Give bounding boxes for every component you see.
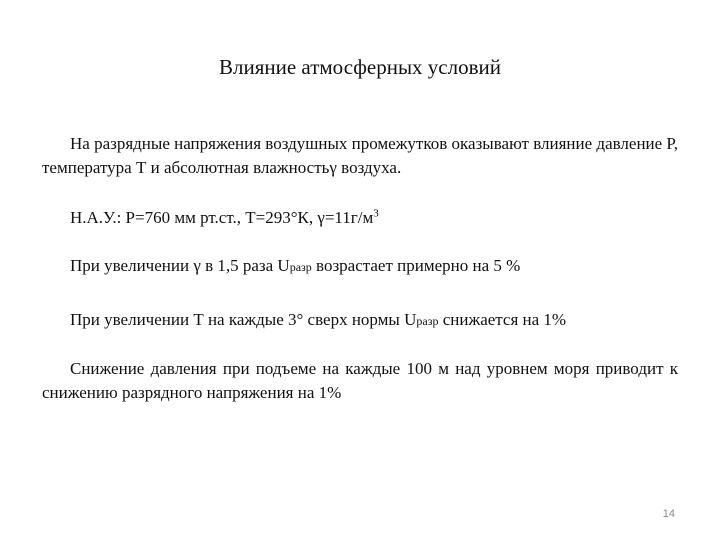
temperature-effect-subscript: разр [416, 314, 439, 328]
pressure-effect-paragraph: Снижение давления при подъеме на каждые 100 м над уровнем моря приводит к снижению разрядного напряжения на 1% [42, 359, 678, 402]
humidity-effect-prefix: При увеличении γ в 1,5 раза U [70, 256, 290, 275]
temperature-effect-suffix: снижается на 1% [438, 310, 567, 329]
intro-paragraph: На разрядные напряжения воздушных промежутков оказывают влияние давление Р, температура Т и абсолютная влажностьγ воздуха. [42, 134, 679, 177]
slide-title: Влияние атмосферных условий [219, 55, 501, 79]
cubic-superscript: 3 [373, 207, 379, 220]
humidity-effect-paragraph [42, 254, 678, 279]
normal-conditions-text: Н.А.У.: Р=760 мм рт.ст., Т=293°К, γ=11г/м [70, 208, 374, 227]
page-number: 14 [662, 508, 675, 520]
temperature-effect-prefix: При увеличении Т на каждые 3° сверх нормы U [70, 310, 417, 329]
humidity-effect-suffix: возрастает примерно на 5 % [311, 256, 521, 275]
humidity-effect-subscript: разр [289, 260, 312, 274]
normal-conditions-paragraph [42, 206, 678, 230]
temperature-effect-paragraph [42, 308, 678, 333]
